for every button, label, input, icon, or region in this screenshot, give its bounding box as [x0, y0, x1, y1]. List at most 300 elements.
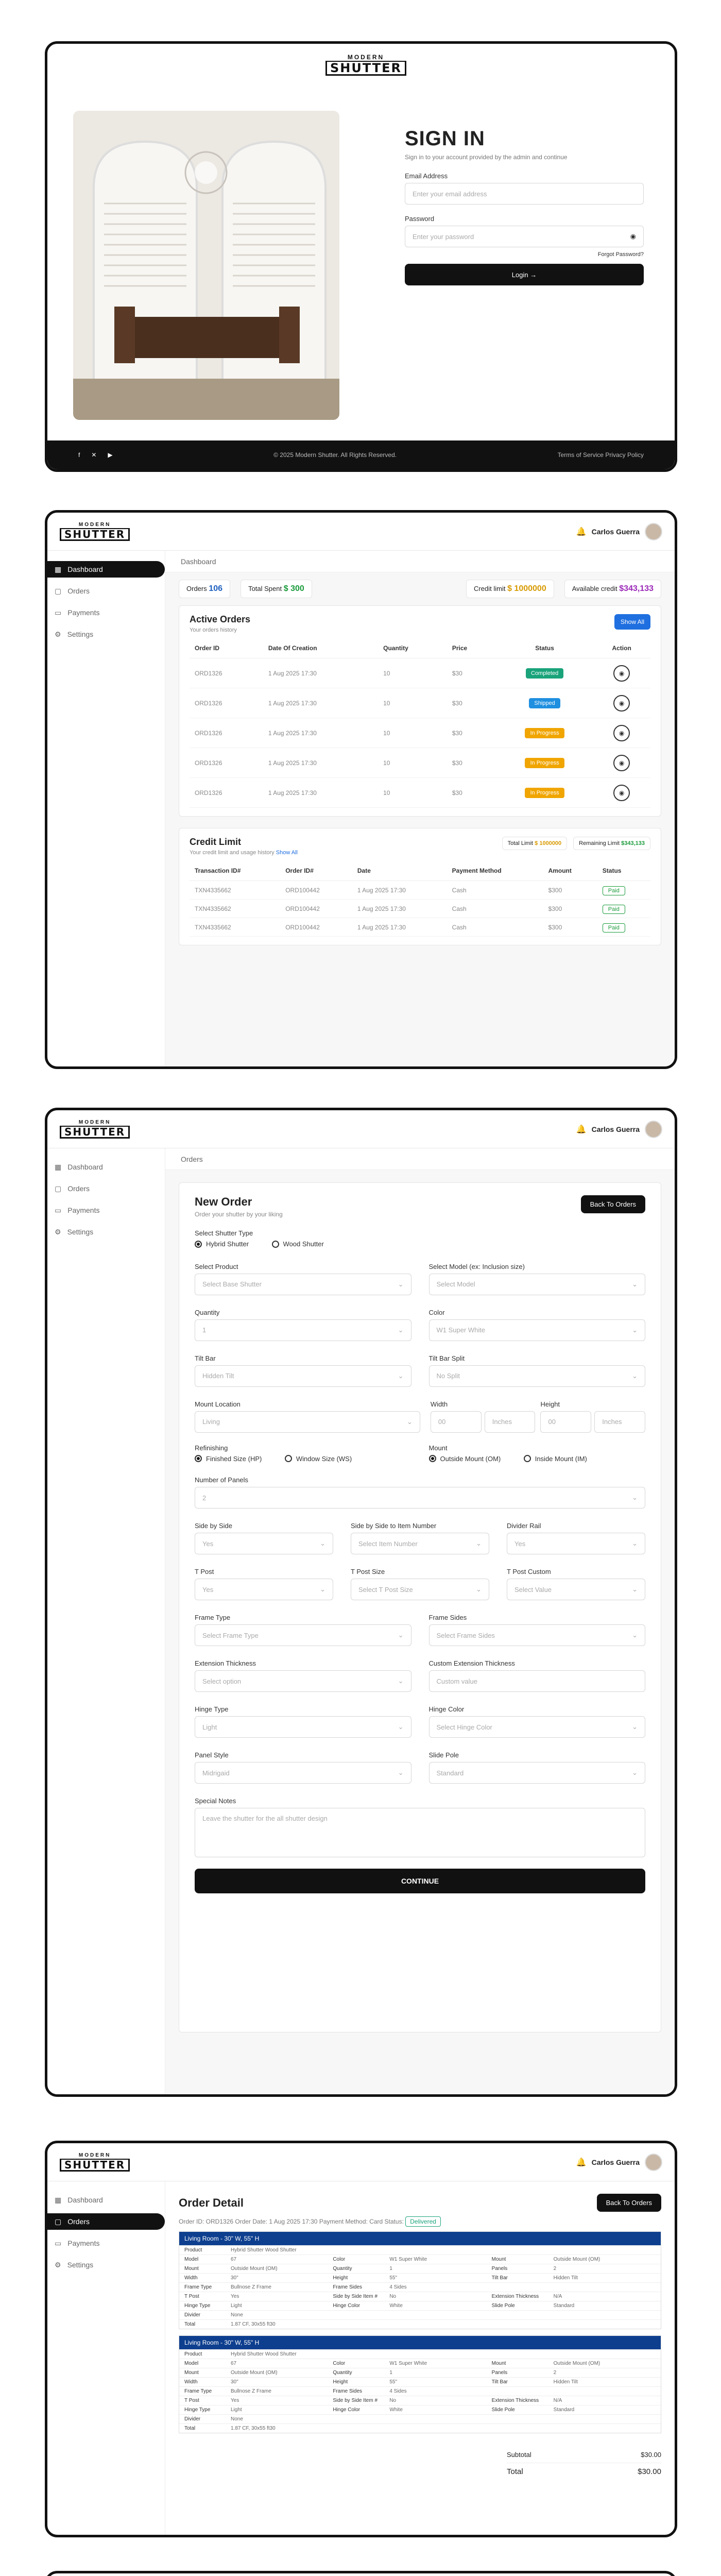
chevron-down-icon: ⌄ — [632, 1326, 638, 1334]
detail-value: 4 Sides — [389, 2284, 407, 2290]
detail-row — [179, 2405, 661, 2414]
detail-row — [179, 2292, 661, 2301]
detail-value: N/A — [553, 2294, 562, 2299]
detail-value: No — [389, 2398, 397, 2403]
detail-label: Hinge Color — [333, 2407, 360, 2413]
hinge-color-select[interactable]: Select Hinge Color ⌄ — [429, 1716, 646, 1738]
cell-tx: TXN4335662 — [190, 918, 280, 937]
detail-label: Frame Sides — [333, 2388, 363, 2394]
width-input[interactable]: 00 — [431, 1411, 482, 1433]
mount-location-select[interactable]: Living ⌄ — [195, 1411, 420, 1433]
chevron-down-icon: ⌄ — [632, 1494, 638, 1501]
side-by-side-item-select[interactable]: Select Item Number ⌄ — [351, 1533, 489, 1554]
frame-sides-select[interactable]: Select Frame Sides ⌄ — [429, 1624, 646, 1646]
table-row — [190, 688, 650, 718]
active-orders-sub: Your orders history — [190, 627, 237, 633]
chevron-down-icon: ⌄ — [320, 1539, 325, 1547]
bag-icon: ▢ — [55, 586, 62, 595]
divider-rail-select[interactable]: Yes ⌄ — [507, 1533, 645, 1554]
cell-date: 1 Aug 2025 17:30 — [352, 881, 447, 900]
cell-price: $30 — [447, 718, 496, 748]
card-icon: ▭ — [55, 1206, 62, 1214]
status-badge: Completed — [526, 668, 563, 679]
chevron-down-icon: ⌄ — [632, 1539, 638, 1547]
select-product[interactable]: Select Base Shutter ⌄ — [195, 1274, 411, 1295]
detail-value: Outside Mount (OM) — [553, 2361, 600, 2366]
order-detail-screen — [45, 2141, 677, 2537]
detail-value: Hybrid Shutter Wood Shutter — [231, 2247, 297, 2253]
cell-qty: 10 — [378, 778, 447, 808]
height-unit[interactable]: Inches — [594, 1411, 645, 1433]
sidebar-item-settings[interactable]: ⚙ Settings — [55, 630, 94, 638]
sidebar-item-settings[interactable]: ⚙ Settings — [55, 2260, 94, 2269]
panel-style-select[interactable]: Midrigaid ⌄ — [195, 1762, 411, 1784]
cell-date: 1 Aug 2025 17:30 — [263, 658, 378, 688]
radio-window-size[interactable]: Window Size (WS) — [285, 1455, 352, 1463]
field-label: T Post — [195, 1568, 214, 1575]
col-header: Status — [597, 861, 650, 881]
stat-credit-limit: Credit limit $ 1000000 — [466, 580, 554, 598]
grid-icon: ▦ — [55, 565, 62, 573]
cell-action — [593, 718, 650, 748]
chevron-down-icon: ⌄ — [632, 1631, 638, 1639]
order-item-2 — [179, 2335, 661, 2433]
field-label: Frame Type — [195, 1614, 231, 1621]
facebook-icon[interactable]: f — [78, 451, 80, 459]
cell-id: ORD1326 — [190, 688, 263, 718]
credit-sub: Your credit limit and usage history — [190, 850, 274, 856]
detail-value: 67 — [231, 2361, 237, 2366]
credit-show-all[interactable]: Show All — [276, 850, 298, 856]
field-label: Color — [428, 1308, 445, 1316]
item-header: Living Room - 30" W, 55" H — [179, 2336, 661, 2349]
detail-label: Side by Side Item # — [333, 2398, 378, 2403]
bell-icon[interactable]: 🔔 — [576, 1125, 587, 1134]
col-header: Date — [352, 861, 447, 881]
user-name: Carlos Guerra — [591, 2158, 640, 2166]
subtotal-value: $30.00 — [641, 2451, 661, 2459]
chevron-down-icon: ⌄ — [398, 1677, 404, 1685]
cell-id: ORD1326 — [190, 658, 263, 688]
chevron-down-icon: ⌄ — [398, 1769, 404, 1776]
detail-value: Bullnose Z Frame — [231, 2284, 271, 2290]
cell-qty: 10 — [378, 718, 447, 748]
forgot-password-link[interactable]: Forgot Password? — [597, 251, 644, 258]
footer-links[interactable]: Terms of Service Privacy Policy — [557, 451, 644, 459]
view-icon[interactable]: ◉ — [613, 785, 630, 801]
detail-value: Light — [231, 2303, 242, 2309]
detail-value: 2 — [553, 2266, 557, 2272]
email-label: Email Address — [405, 172, 448, 180]
detail-row — [179, 2319, 661, 2329]
sidebar-item-payments[interactable]: ▭ Payments — [55, 2239, 100, 2247]
table-row — [190, 918, 650, 937]
detail-label: Color — [333, 2257, 346, 2262]
credit-limit-card — [179, 828, 661, 945]
detail-value: 30" — [231, 2275, 238, 2281]
credit-title: Credit Limit — [190, 837, 242, 847]
col-header: Transaction ID# — [190, 861, 280, 881]
sidebar — [47, 2181, 165, 2535]
detail-row — [179, 2245, 661, 2255]
sidebar-item-orders[interactable]: ▢ Orders — [55, 1184, 90, 1193]
field-label: Panel Style — [195, 1751, 229, 1759]
detail-row — [179, 2414, 661, 2424]
detail-label: Panels — [491, 2266, 508, 2272]
cell-amount: $300 — [543, 881, 597, 900]
detail-value: 1.87 CF, 30x55 ft30 — [231, 2321, 276, 2327]
stat-total-spent: Total Spent $ 300 — [241, 580, 312, 598]
login-screen — [45, 41, 677, 472]
table-row — [190, 778, 650, 808]
sidebar-item-dashboard[interactable]: ▦ Dashboard — [55, 2195, 103, 2204]
brand-logo[interactable]: MODERN SHUTTER — [60, 522, 130, 541]
dashboard-screen — [45, 510, 677, 1069]
detail-value: 2 — [553, 2370, 557, 2376]
detail-label: Hinge Type — [184, 2303, 211, 2309]
field-label: Side by Side — [195, 1522, 232, 1530]
detail-label: Model — [184, 2361, 199, 2366]
status-badge: Delivered — [405, 2216, 441, 2227]
arrow-right-icon: → — [530, 270, 537, 279]
chevron-down-icon: ⌄ — [398, 1326, 404, 1334]
paid-badge: Paid — [603, 923, 625, 933]
t-post-custom-select[interactable]: Select Value ⌄ — [507, 1579, 645, 1600]
cell-status — [597, 900, 650, 918]
detail-row — [179, 2396, 661, 2405]
detail-label: Slide Pole — [491, 2303, 515, 2309]
password-field[interactable]: Enter your password ◉ — [405, 226, 644, 247]
bell-icon[interactable]: 🔔 — [576, 2158, 587, 2167]
cell-status — [496, 688, 593, 718]
email-field[interactable]: Enter your email address — [405, 183, 644, 205]
cell-status — [496, 748, 593, 778]
new-order-sub: Order your shutter by your liking — [195, 1211, 283, 1218]
quantity-field[interactable]: 1 ⌄ — [195, 1319, 411, 1341]
active-orders-title: Active Orders — [190, 614, 251, 624]
chevron-down-icon: ⌄ — [632, 1371, 638, 1380]
width-unit[interactable]: Inches — [485, 1411, 536, 1433]
radio-finished-size[interactable]: Finished Size (HP) — [195, 1455, 262, 1463]
total-limit: Total Limit $ 1000000 — [502, 837, 568, 850]
detail-value: None — [231, 2416, 243, 2422]
detail-label: Mount — [491, 2257, 506, 2262]
col-header: Payment Method — [447, 861, 543, 881]
color-select[interactable]: W1 Super White ⌄ — [429, 1319, 646, 1341]
detail-label: Tilt Bar — [491, 2275, 508, 2281]
radio-inside-mount[interactable]: Inside Mount (IM) — [524, 1455, 587, 1463]
subtotal-label: Subtotal — [507, 2451, 531, 2459]
chevron-down-icon: ⌄ — [632, 1585, 638, 1593]
active-orders-card — [179, 605, 661, 817]
status-badge: In Progress — [525, 758, 564, 768]
new-order-screen — [45, 1108, 677, 2097]
detail-value: White — [389, 2303, 403, 2309]
chevron-down-icon: ⌄ — [407, 1417, 413, 1426]
brand-logo[interactable]: MODERN SHUTTER — [60, 2153, 130, 2172]
field-label: Mount — [428, 1444, 448, 1452]
password-label: Password — [405, 215, 435, 223]
cell-status — [597, 918, 650, 937]
sidebar-item-settings[interactable]: ⚙ Settings — [55, 1227, 94, 1236]
detail-label: Quantity — [333, 2370, 352, 2376]
col-header: Date Of Creation — [263, 638, 378, 658]
field-label: Hinge Color — [428, 1705, 465, 1713]
grid-icon: ▦ — [55, 2195, 62, 2204]
cell-action — [593, 688, 650, 718]
bell-icon[interactable]: 🔔 — [576, 527, 587, 536]
detail-label: Height — [333, 2275, 348, 2281]
special-notes-textarea[interactable]: Leave the shutter for the all shutter design — [195, 1808, 645, 1857]
detail-row — [179, 2301, 661, 2310]
bag-icon: ▢ — [55, 1184, 62, 1193]
cell-qty: 10 — [378, 748, 447, 778]
cell-action — [593, 778, 650, 808]
detail-label: Total — [184, 2321, 196, 2327]
detail-value: Bullnose Z Frame — [231, 2388, 271, 2394]
panels-select[interactable]: 2 ⌄ — [195, 1487, 645, 1509]
field-label: Refinishing — [195, 1444, 228, 1452]
cell-ord: ORD100442 — [280, 900, 352, 918]
detail-label: Tilt Bar — [491, 2379, 508, 2385]
shutter-type-label: Select Shutter Type — [195, 1229, 253, 1237]
settings-screen — [45, 2571, 677, 2576]
cell-method: Cash — [447, 900, 543, 918]
cell-price: $30 — [447, 688, 496, 718]
avatar[interactable] — [645, 1121, 662, 1138]
detail-value: 30" — [231, 2379, 238, 2385]
detail-label: T Post — [184, 2294, 199, 2299]
detail-row — [179, 2424, 661, 2433]
cell-status — [496, 778, 593, 808]
continue-button[interactable]: CONTINUE — [195, 1869, 645, 1893]
detail-value: Outside Mount (OM) — [553, 2257, 600, 2262]
cell-qty: 10 — [378, 658, 447, 688]
detail-label: Quantity — [333, 2266, 352, 2272]
gear-icon: ⚙ — [55, 630, 61, 638]
detail-label: Extension Thickness — [491, 2294, 539, 2299]
chevron-down-icon: ⌄ — [398, 1723, 404, 1731]
detail-value: White — [389, 2407, 403, 2413]
col-header: Quantity — [378, 638, 447, 658]
field-label: Select Product — [195, 1262, 238, 1270]
detail-label: Divider — [184, 2416, 201, 2422]
cell-date: 1 Aug 2025 17:30 — [352, 900, 447, 918]
cell-date: 1 Aug 2025 17:30 — [352, 918, 447, 937]
credit-table — [190, 861, 650, 937]
field-label: Mount Location — [195, 1400, 241, 1408]
field-label: T Post Size — [351, 1568, 385, 1575]
cell-status — [496, 718, 593, 748]
cell-date: 1 Aug 2025 17:30 — [263, 718, 378, 748]
cell-amount: $300 — [543, 918, 597, 937]
detail-label: Panels — [491, 2370, 508, 2376]
cell-date: 1 Aug 2025 17:30 — [263, 688, 378, 718]
detail-row — [179, 2377, 661, 2386]
cell-status — [597, 881, 650, 900]
field-label: Frame Sides — [428, 1614, 467, 1621]
status-badge: In Progress — [525, 728, 564, 738]
sidebar — [47, 551, 165, 1066]
eye-icon[interactable]: ◉ — [630, 232, 636, 240]
sidebar-item-payments[interactable]: ▭ Payments — [55, 608, 100, 617]
custom-extension-input[interactable]: Custom value — [429, 1670, 646, 1692]
height-input[interactable]: 00 — [540, 1411, 591, 1433]
detail-row — [179, 2368, 661, 2377]
field-label: Special Notes — [195, 1797, 236, 1805]
col-header: Amount — [543, 861, 597, 881]
detail-label: Frame Type — [184, 2284, 212, 2290]
field-label: Divider Rail — [507, 1522, 541, 1530]
detail-label: Color — [333, 2361, 346, 2366]
detail-value: N/A — [553, 2398, 562, 2403]
cell-ord: ORD100442 — [280, 918, 352, 937]
detail-value: Yes — [231, 2294, 239, 2299]
login-subtitle: Sign in to your account provided by the admin and continue — [405, 154, 568, 161]
sidebar-item-orders[interactable]: ▢ Orders — [47, 2213, 165, 2230]
detail-value: 4 Sides — [389, 2388, 407, 2394]
cell-tx: TXN4335662 — [190, 900, 280, 918]
field-label: Height — [540, 1400, 560, 1408]
slide-pole-select[interactable]: Standard ⌄ — [429, 1762, 646, 1784]
new-order-card — [179, 1182, 661, 2032]
detail-row — [179, 2349, 661, 2359]
back-to-orders-button[interactable]: Back To Orders — [581, 1195, 645, 1213]
detail-value: No — [389, 2294, 397, 2299]
card-icon: ▭ — [55, 2239, 62, 2247]
frame-type-select[interactable]: Select Frame Type ⌄ — [195, 1624, 411, 1646]
breadcrumb: Dashboard — [165, 551, 675, 572]
show-all-button[interactable]: Show All — [614, 614, 650, 630]
chevron-down-icon: ⌄ — [476, 1585, 482, 1593]
user-name: Carlos Guerra — [591, 1125, 640, 1133]
detail-value: W1 Super White — [389, 2361, 427, 2366]
chevron-down-icon: ⌄ — [398, 1631, 404, 1639]
t-post-size-select[interactable]: Select T Post Size ⌄ — [351, 1579, 489, 1600]
field-label: Custom Extension Thickness — [428, 1659, 515, 1667]
cell-method: Cash — [447, 881, 543, 900]
cell-qty: 10 — [378, 688, 447, 718]
view-icon[interactable]: ◉ — [613, 665, 630, 682]
field-label: Tilt Bar — [195, 1354, 216, 1362]
table-row — [190, 748, 650, 778]
cell-action — [593, 658, 650, 688]
card-icon: ▭ — [55, 608, 62, 617]
x-icon[interactable]: ✕ — [91, 451, 97, 459]
avatar[interactable] — [645, 523, 662, 540]
detail-label: Divider — [184, 2312, 201, 2318]
cell-id: ORD1326 — [190, 748, 263, 778]
extension-thickness-select[interactable]: Select option ⌄ — [195, 1670, 411, 1692]
chevron-down-icon: ⌄ — [320, 1585, 325, 1593]
sidebar — [47, 1148, 165, 2094]
login-button[interactable]: Login → — [405, 264, 644, 285]
login-title: SIGN IN — [405, 127, 485, 150]
detail-label: Mount — [184, 2266, 199, 2272]
view-icon[interactable]: ◉ — [613, 755, 630, 771]
field-label: Select Model (ex: Inclusion size) — [428, 1262, 525, 1270]
brand-logo[interactable]: MODERN SHUTTER — [325, 54, 406, 76]
chevron-down-icon: ⌄ — [398, 1371, 404, 1380]
field-label: Extension Thickness — [195, 1659, 256, 1667]
field-label: Number of Panels — [195, 1476, 249, 1484]
login-image — [73, 111, 339, 420]
cell-tx: TXN4335662 — [190, 881, 280, 900]
tilt-bar-select[interactable]: Hidden Tilt ⌄ — [195, 1365, 411, 1387]
detail-label: Frame Sides — [333, 2284, 363, 2290]
col-header: Action — [593, 638, 650, 658]
cell-id: ORD1326 — [190, 718, 263, 748]
sidebar-item-dashboard[interactable]: ▦ Dashboard — [55, 1162, 103, 1171]
gear-icon: ⚙ — [55, 2260, 61, 2269]
footer — [47, 440, 675, 469]
detail-value: Outside Mount (OM) — [231, 2370, 278, 2376]
view-icon[interactable]: ◉ — [613, 695, 630, 711]
order-detail-title: Order Detail — [179, 2196, 244, 2209]
cell-id: ORD1326 — [190, 778, 263, 808]
detail-label: Mount — [184, 2370, 199, 2376]
detail-value: 1 — [389, 2266, 392, 2272]
paid-badge: Paid — [603, 905, 625, 914]
avatar[interactable] — [645, 2154, 662, 2171]
detail-label: Height — [333, 2379, 348, 2385]
detail-value: Standard — [553, 2407, 575, 2413]
detail-label: Product — [184, 2247, 202, 2253]
detail-label: Product — [184, 2351, 202, 2357]
detail-value: 55" — [389, 2379, 398, 2385]
sidebar-item-payments[interactable]: ▭ Payments — [55, 1206, 100, 1214]
status-badge: Shipped — [529, 698, 560, 708]
detail-value: 55" — [389, 2275, 398, 2281]
detail-label: Hinge Type — [184, 2407, 211, 2413]
cell-method: Cash — [447, 918, 543, 937]
detail-label: Model — [184, 2257, 199, 2262]
status-badge: In Progress — [525, 788, 564, 798]
brand-logo[interactable]: MODERN SHUTTER — [60, 1120, 130, 1139]
back-to-orders-button[interactable]: Back To Orders — [597, 2194, 661, 2212]
stat-available-credit: Available credit $343,133 — [564, 580, 661, 598]
sidebar-item-orders[interactable]: ▢ Orders — [55, 586, 90, 595]
detail-label: Mount — [491, 2361, 506, 2366]
view-icon[interactable]: ◉ — [613, 725, 630, 741]
detail-value: 1 — [389, 2370, 392, 2376]
detail-label: Hinge Color — [333, 2303, 360, 2309]
radio-hybrid[interactable]: Hybrid Shutter — [195, 1240, 249, 1248]
active-orders-table — [190, 638, 650, 808]
side-by-side-select[interactable]: Yes ⌄ — [195, 1533, 333, 1554]
t-post-select[interactable]: Yes ⌄ — [195, 1579, 333, 1600]
copyright: © 2025 Modern Shutter. All Rights Reserved. — [273, 451, 397, 459]
tilt-split-select[interactable]: No Split ⌄ — [429, 1365, 646, 1387]
field-label: T Post Custom — [507, 1568, 551, 1575]
sidebar-item-dashboard[interactable]: ▦ Dashboard — [47, 561, 165, 578]
radio-wood[interactable]: Wood Shutter — [272, 1240, 324, 1248]
field-label: Hinge Type — [195, 1705, 229, 1713]
youtube-icon[interactable]: ▶ — [108, 451, 113, 459]
radio-outside-mount[interactable]: Outside Mount (OM) — [429, 1455, 501, 1463]
detail-row — [179, 2310, 661, 2319]
table-row — [190, 658, 650, 688]
select-model[interactable]: Select Model ⌄ — [429, 1274, 646, 1295]
detail-value: Hidden Tilt — [553, 2379, 578, 2385]
hinge-type-select[interactable]: Light ⌄ — [195, 1716, 411, 1738]
paid-badge: Paid — [603, 886, 625, 895]
cell-price: $30 — [447, 658, 496, 688]
detail-value: Light — [231, 2407, 242, 2413]
new-order-title: New Order — [195, 1195, 252, 1208]
detail-row — [179, 2273, 661, 2282]
cell-price: $30 — [447, 748, 496, 778]
